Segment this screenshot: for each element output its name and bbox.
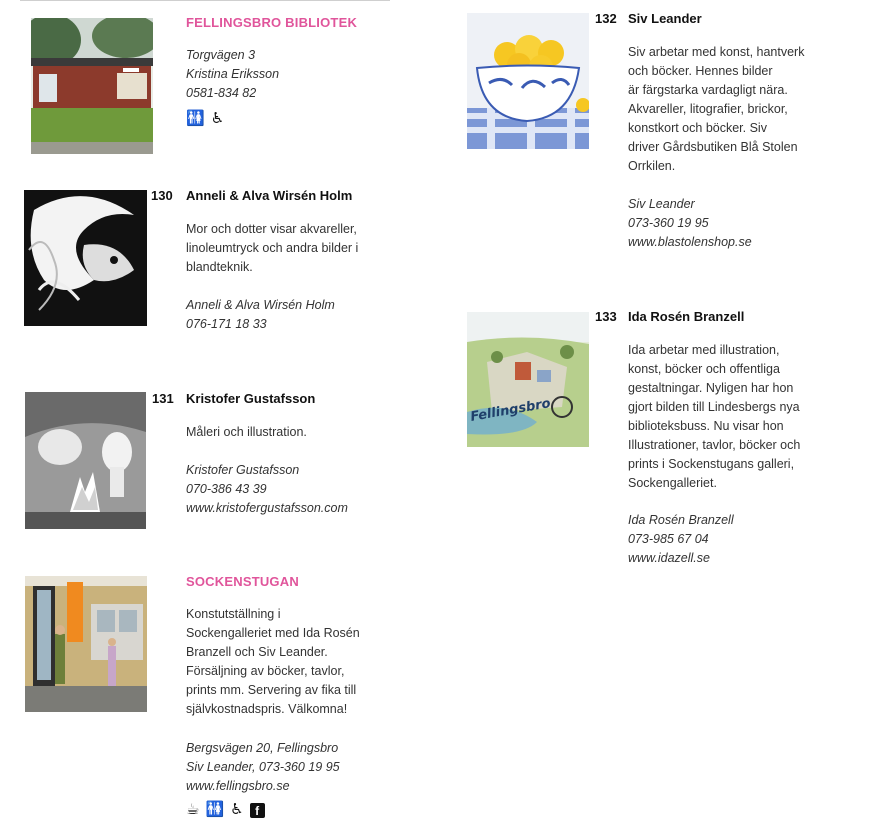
description-line: och böcker. Hennes bilder	[628, 64, 773, 78]
library-address: Torgvägen 3	[186, 48, 256, 62]
description-line: gjort bilden till Lindesbergs nya	[628, 400, 800, 414]
entry-description	[628, 43, 804, 176]
contact-phone: 076-171 18 33	[186, 317, 267, 331]
illustration-banner-text: Fellingsbro	[469, 396, 552, 425]
entry-name: Ida Rosén Branzell	[628, 309, 745, 324]
description-line: konstkort och böcker. Siv	[628, 121, 767, 135]
contact-website: www.blastolenshop.se	[628, 235, 752, 249]
entry-description	[186, 423, 307, 442]
description-line: Mor och dotter visar akvareller,	[186, 222, 357, 236]
entry-name: Kristofer Gustafsson	[186, 391, 316, 406]
description-line: prints i Sockenstugans galleri,	[628, 457, 795, 471]
sockenstugan-photo	[25, 576, 147, 712]
coffee-icon: ☕	[186, 801, 200, 818]
wheelchair-icon: ♿	[230, 801, 244, 818]
artwork-133-thumbnail	[467, 312, 589, 447]
entry-contact	[186, 461, 348, 518]
description-line: Branzell och Siv Leander.	[186, 645, 328, 659]
toilet-icon: 🚻	[205, 801, 225, 818]
description-line: är färgstarka vardagligt nära.	[628, 83, 788, 97]
entry-description	[628, 341, 800, 493]
artwork-130-thumbnail	[24, 190, 147, 326]
description-line: Illustrationer, tavlor, böcker och	[628, 438, 801, 452]
facebook-icon: f	[250, 803, 265, 818]
description-line: Sockengalleriet med Ida Rosén	[186, 626, 360, 640]
contact-name: Siv Leander	[628, 197, 695, 211]
description-line: Akvareller, litografier, brickor,	[628, 102, 788, 116]
entry-number: 132	[595, 11, 617, 26]
top-divider	[20, 0, 390, 1]
description-line: Konstutställning i	[186, 607, 281, 621]
description-line: självkostnadspris. Välkomna!	[186, 702, 348, 716]
contact-name: Kristofer Gustafsson	[186, 463, 300, 477]
entry-name: Siv Leander	[628, 11, 702, 26]
description-line: Ida arbetar med illustration,	[628, 343, 780, 357]
library-title: FELLINGSBRO BIBLIOTEK	[186, 15, 358, 30]
entry-contact	[186, 296, 335, 334]
contact-name: Ida Rosén Branzell	[628, 513, 734, 527]
library-contact-person: Kristina Eriksson	[186, 67, 280, 81]
library-icons	[186, 111, 224, 127]
sockenstugan-title: SOCKENSTUGAN	[186, 574, 299, 589]
entry-number: 133	[595, 309, 617, 324]
entry-description	[186, 220, 358, 277]
description-line: Orrkilen.	[628, 159, 676, 173]
entry-number: 130	[151, 188, 173, 203]
description-line: gestaltningar. Nyligen har hon	[628, 381, 794, 395]
description-line: Siv arbetar med konst, hantverk	[628, 45, 805, 59]
contact-address: Bergsvägen 20, Fellingsbro	[186, 741, 339, 755]
description-line: biblioteksbuss. Nu visar hon	[628, 419, 784, 433]
artwork-132-thumbnail	[467, 13, 589, 149]
description-line: konst, böcker och offentliga	[628, 362, 780, 376]
description-line: Måleri och illustration.	[186, 425, 307, 439]
contact-website: www.idazell.se	[628, 551, 710, 565]
entry-contact	[628, 511, 734, 568]
entry-number: 131	[152, 391, 174, 406]
sockenstugan-contact	[186, 739, 340, 796]
sockenstugan-icons	[186, 802, 265, 818]
contact-phone: 073-360 19 95	[628, 216, 709, 230]
entry-contact	[628, 195, 752, 252]
description-line: Sockengalleriet.	[628, 476, 717, 490]
sockenstugan-description	[186, 605, 360, 719]
contact-website: www.kristofergustafsson.com	[186, 501, 348, 515]
description-line: blandteknik.	[186, 260, 253, 274]
description-line: driver Gårdsbutiken Blå Stolen	[628, 140, 798, 154]
contact-name: Anneli & Alva Wirsén Holm	[186, 298, 335, 312]
contact-phone: 073-985 67 04	[628, 532, 709, 546]
library-contact	[186, 46, 279, 103]
contact-phone: 070-386 43 39	[186, 482, 267, 496]
toilet-icon: 🚻	[186, 110, 205, 127]
entry-name: Anneli & Alva Wirsén Holm	[186, 188, 353, 203]
contact-website: www.fellingsbro.se	[186, 779, 290, 793]
description-line: Försäljning av böcker, tavlor,	[186, 664, 345, 678]
library-photo	[31, 18, 153, 154]
contact-person-phone: Siv Leander, 073-360 19 95	[186, 760, 340, 774]
description-line: prints mm. Servering av fika till	[186, 683, 357, 697]
artwork-131-thumbnail	[25, 392, 146, 529]
description-line: linoleumtryck och andra bilder i	[186, 241, 359, 255]
library-phone: 0581-834 82	[186, 86, 257, 100]
wheelchair-icon: ♿	[210, 110, 225, 127]
